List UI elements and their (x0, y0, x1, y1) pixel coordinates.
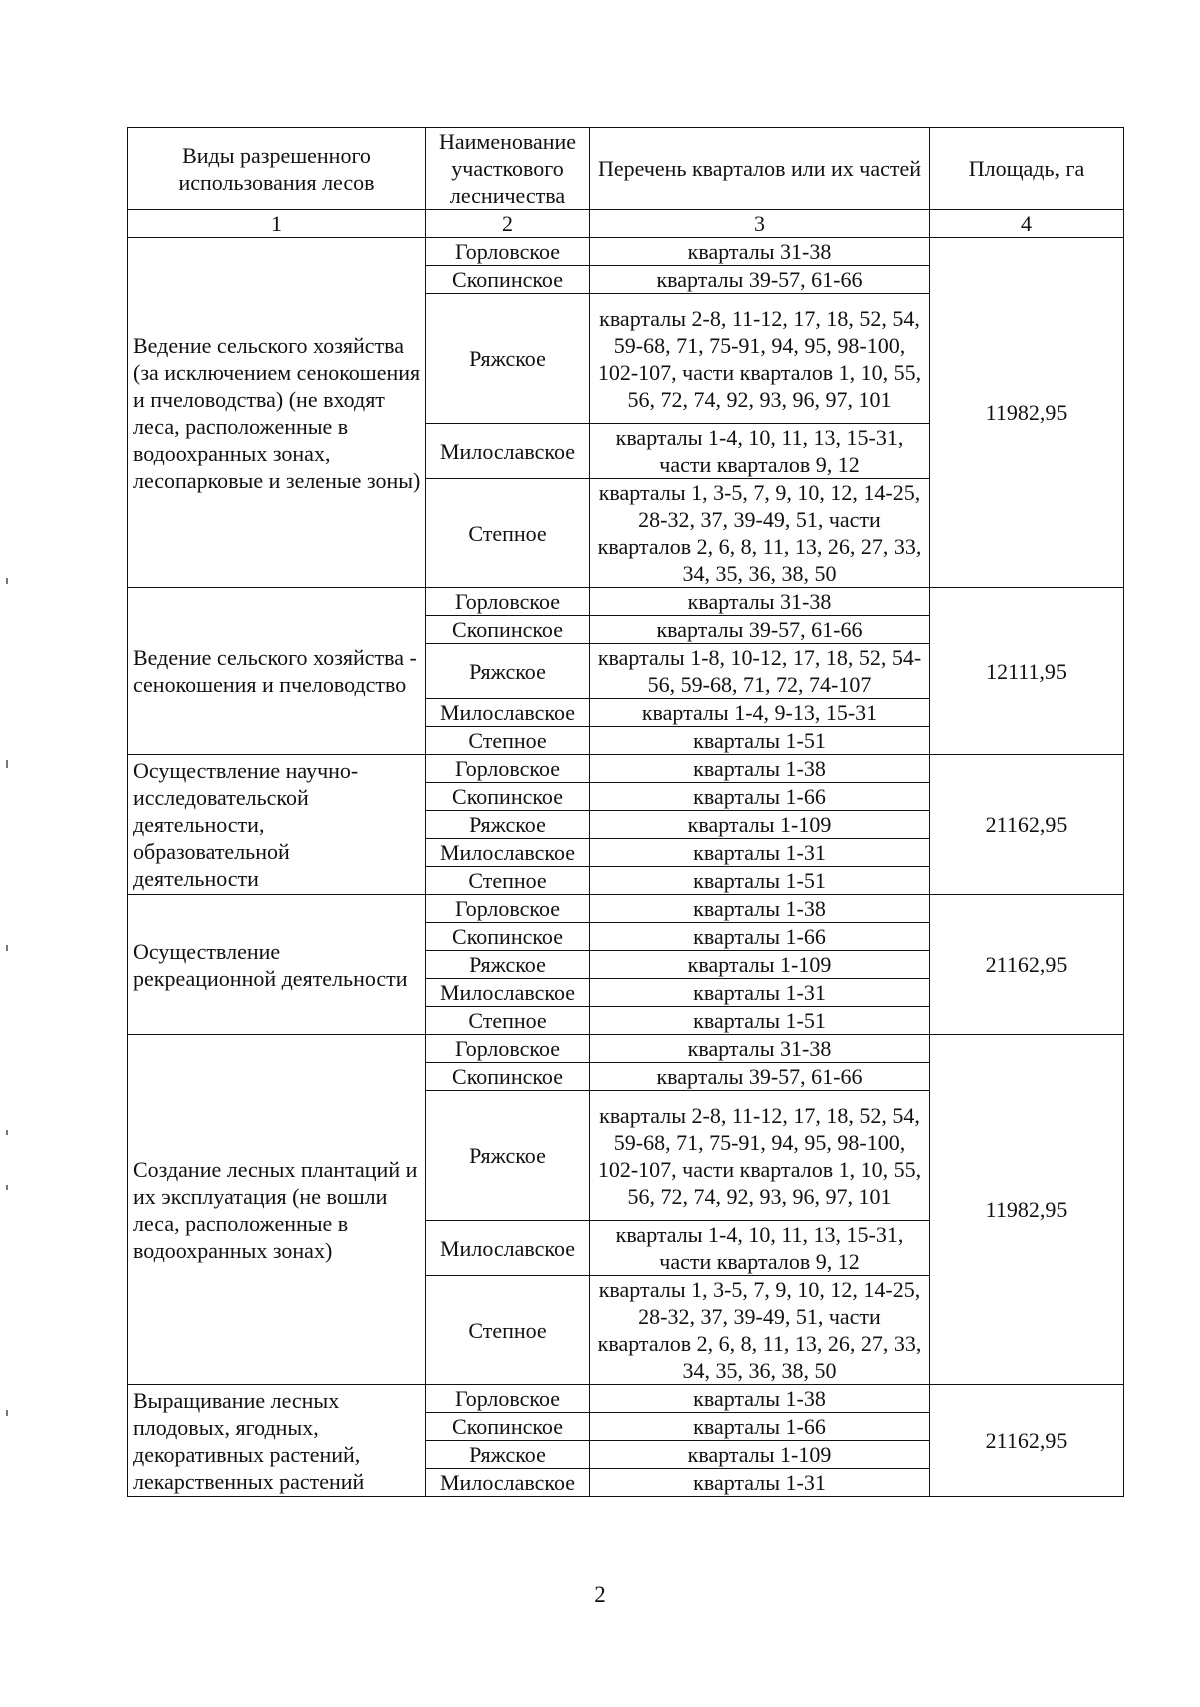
quarters-cell: кварталы 1-31 (590, 1469, 930, 1497)
table-row (128, 1385, 1124, 1413)
table-header-row (128, 128, 1124, 210)
forestry-cell: Милославское (426, 1221, 590, 1276)
forestry-cell: Скопинское (426, 1413, 590, 1441)
header-quarters: Перечень кварталов или их частей (590, 128, 930, 210)
forestry-cell: Милославское (426, 839, 590, 867)
column-number: 3 (590, 210, 930, 238)
quarters-cell: кварталы 1-38 (590, 755, 930, 783)
quarters-cell: кварталы 1-4, 10, 11, 13, 15-31, части кварталов 9, 12 (590, 424, 930, 479)
forestry-cell: Милославское (426, 979, 590, 1007)
forestry-cell: Горловское (426, 755, 590, 783)
quarters-cell: кварталы 1-51 (590, 727, 930, 755)
forestry-cell: Скопинское (426, 266, 590, 294)
quarters-cell: кварталы 39-57, 61-66 (590, 616, 930, 644)
column-number: 4 (930, 210, 1124, 238)
quarters-cell: кварталы 1-51 (590, 867, 930, 895)
quarters-cell: кварталы 1-51 (590, 1007, 930, 1035)
area-cell: 21162,95 (930, 755, 1124, 895)
forestry-cell: Ряжское (426, 951, 590, 979)
use-type-cell: Выращивание лесных плодовых, ягодных, декоративных растений, лекарственных растений (128, 1385, 426, 1497)
quarters-cell: кварталы 2-8, 11-12, 17, 18, 52, 54, 59-68, 71, 75-91, 94, 95, 98-100, 102-107, части кварталов 1, 10, 55, 56, 72, 74, 92, 93, 96, 97, 101 (590, 294, 930, 424)
quarters-cell: кварталы 1-4, 9-13, 15-31 (590, 699, 930, 727)
quarters-cell: кварталы 1-66 (590, 923, 930, 951)
column-number: 2 (426, 210, 590, 238)
forestry-cell: Горловское (426, 1385, 590, 1413)
forestry-cell: Милославское (426, 424, 590, 479)
forestry-cell: Степное (426, 867, 590, 895)
forestry-cell: Ряжское (426, 1441, 590, 1469)
forestry-cell: Ряжское (426, 294, 590, 424)
forestry-cell: Скопинское (426, 1063, 590, 1091)
forestry-cell: Милославское (426, 699, 590, 727)
forest-use-table (127, 127, 1124, 1497)
forestry-cell: Горловское (426, 588, 590, 616)
quarters-cell: кварталы 39-57, 61-66 (590, 266, 930, 294)
quarters-cell: кварталы 1-66 (590, 783, 930, 811)
header-forestry: Наименование участкового лесничества (426, 128, 590, 210)
forestry-cell: Степное (426, 1276, 590, 1385)
table-row (128, 895, 1124, 923)
table-row (128, 238, 1124, 266)
quarters-cell: кварталы 31-38 (590, 588, 930, 616)
scan-artifact (6, 578, 8, 584)
scan-artifact (6, 1185, 8, 1190)
forestry-cell: Милославское (426, 1469, 590, 1497)
header-area: Площадь, га (930, 128, 1124, 210)
quarters-cell: кварталы 39-57, 61-66 (590, 1063, 930, 1091)
forestry-cell: Степное (426, 727, 590, 755)
quarters-cell: кварталы 1-109 (590, 1441, 930, 1469)
forestry-cell: Скопинское (426, 616, 590, 644)
forestry-cell: Скопинское (426, 783, 590, 811)
quarters-cell: кварталы 1-66 (590, 1413, 930, 1441)
quarters-cell: кварталы 2-8, 11-12, 17, 18, 52, 54, 59-68, 71, 75-91, 94, 95, 98-100, 102-107, части кварталов 1, 10, 55, 56, 72, 74, 92, 93, 96, 97, 101 (590, 1091, 930, 1221)
quarters-cell: кварталы 1, 3-5, 7, 9, 10, 12, 14-25, 28-32, 37, 39-49, 51, части кварталов 2, 6, 8, 11, 13, 26, 27, 33, 34, 35, 36, 38, 50 (590, 479, 930, 588)
quarters-cell: кварталы 31-38 (590, 1035, 930, 1063)
column-number-row (128, 210, 1124, 238)
forestry-cell: Степное (426, 479, 590, 588)
column-number: 1 (128, 210, 426, 238)
scan-artifact (6, 760, 8, 768)
quarters-cell: кварталы 1-109 (590, 811, 930, 839)
quarters-cell: кварталы 1-38 (590, 1385, 930, 1413)
scan-artifact (6, 1410, 8, 1416)
scan-artifact (6, 945, 8, 951)
quarters-cell: кварталы 1-38 (590, 895, 930, 923)
page-number: 2 (594, 1582, 606, 1607)
table-row (128, 755, 1124, 783)
scan-artifact (6, 1130, 8, 1135)
forestry-cell: Ряжское (426, 644, 590, 699)
forestry-cell: Скопинское (426, 923, 590, 951)
area-cell: 11982,95 (930, 238, 1124, 588)
quarters-cell: кварталы 1, 3-5, 7, 9, 10, 12, 14-25, 28-32, 37, 39-49, 51, части кварталов 2, 6, 8, 11, 13, 26, 27, 33, 34, 35, 36, 38, 50 (590, 1276, 930, 1385)
quarters-cell: кварталы 1-31 (590, 839, 930, 867)
area-cell: 12111,95 (930, 588, 1124, 755)
quarters-cell: кварталы 1-31 (590, 979, 930, 1007)
area-cell: 11982,95 (930, 1035, 1124, 1385)
use-type-cell: Осуществление научно-исследовательской деятельности, образовательной деятельности (128, 755, 426, 895)
forestry-cell: Ряжское (426, 1091, 590, 1221)
forestry-cell: Степное (426, 1007, 590, 1035)
area-cell: 21162,95 (930, 895, 1124, 1035)
use-type-cell: Осуществление рекреационной деятельности (128, 895, 426, 1035)
forestry-cell: Горловское (426, 1035, 590, 1063)
use-type-cell: Создание лесных плантаций и их эксплуатация (не вошли леса, расположенные в водоохранных зонах) (128, 1035, 426, 1385)
forestry-cell: Горловское (426, 238, 590, 266)
table-body (128, 238, 1124, 1497)
quarters-cell: кварталы 1-109 (590, 951, 930, 979)
area-cell: 21162,95 (930, 1385, 1124, 1497)
use-type-cell: Ведение сельского хозяйства (за исключением сенокошения и пчеловодства) (не входят леса, расположенные в водоохранных зонах, лесопарковые и зеленые зоны) (128, 238, 426, 588)
forestry-cell: Ряжское (426, 811, 590, 839)
forestry-cell: Горловское (426, 895, 590, 923)
quarters-cell: кварталы 1-8, 10-12, 17, 18, 52, 54-56, 59-68, 71, 72, 74-107 (590, 644, 930, 699)
quarters-cell: кварталы 1-4, 10, 11, 13, 15-31, части кварталов 9, 12 (590, 1221, 930, 1276)
quarters-cell: кварталы 31-38 (590, 238, 930, 266)
table-row (128, 588, 1124, 616)
table-row (128, 1035, 1124, 1063)
use-type-cell: Ведение сельского хозяйства - сенокошения и пчеловодство (128, 588, 426, 755)
header-use-type: Виды разрешенного использования лесов (128, 128, 426, 210)
